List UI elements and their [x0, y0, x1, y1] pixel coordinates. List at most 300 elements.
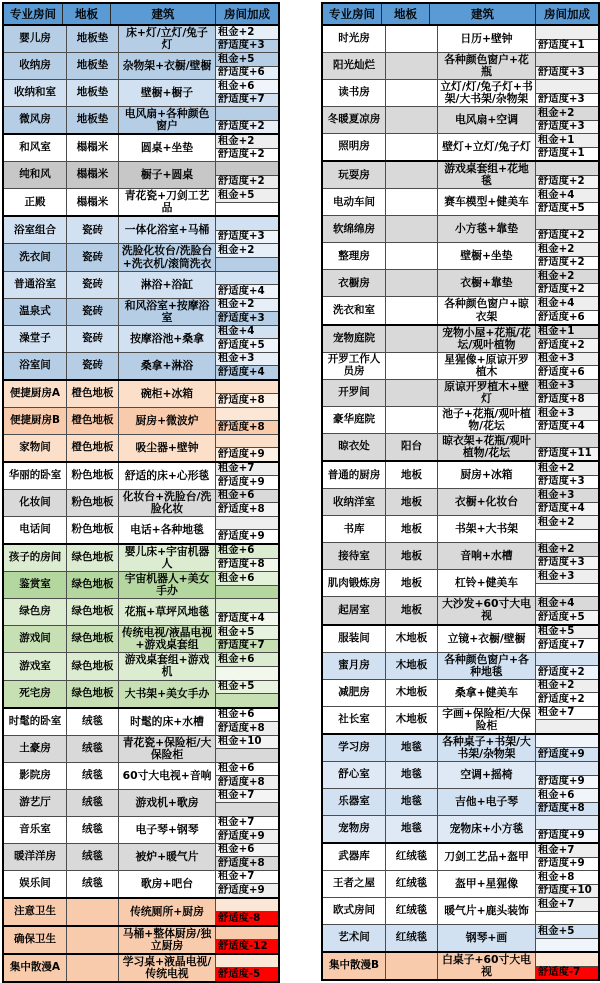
- floor-cell: 地板垫: [67, 53, 119, 79]
- table-row: [323, 380, 598, 407]
- room-bonus-cell: [536, 626, 598, 652]
- floor-cell: 橙色地板: [67, 408, 119, 434]
- table-row: [4, 299, 278, 326]
- building-cell: 音响+水槽: [438, 543, 536, 569]
- floor-cell: [386, 107, 438, 133]
- bonus-rent-cell: [216, 107, 278, 121]
- bonus-rent-cell: 租金+1: [536, 134, 598, 148]
- table-row: [4, 517, 278, 545]
- floor-cell: 地板: [386, 516, 438, 542]
- bonus-rent-cell: 租金+10: [216, 736, 278, 750]
- room-bonus-cell: [536, 189, 598, 215]
- building-cell: 刀剑工艺品+盔甲: [438, 844, 536, 870]
- floor-cell: 瓷砖: [67, 299, 119, 325]
- room-bonus-cell: [536, 597, 598, 623]
- floor-cell: 地毯: [386, 789, 438, 815]
- room-bonus-cell: [536, 326, 598, 352]
- room-name-cell: 衣橱房: [323, 270, 386, 296]
- room-name-cell: 肌肉锻炼房: [323, 570, 386, 596]
- bonus-comfort-cell: 舒适度+9: [536, 776, 598, 789]
- room-name-cell: 乐器室: [323, 789, 386, 815]
- room-name-cell: 家物间: [4, 435, 67, 461]
- building-cell: 衣橱+靠垫: [438, 270, 536, 296]
- floor-cell: 绿色地板: [67, 545, 119, 571]
- floor-cell: [386, 243, 438, 269]
- table-row: [4, 381, 278, 408]
- building-cell: 壁橱+坐垫: [438, 243, 536, 269]
- column-header: 房间加成: [544, 7, 590, 21]
- table-row: [323, 407, 598, 434]
- room-name-cell: 温泉式: [4, 299, 67, 325]
- bonus-comfort-cell: 舒适度+2: [216, 176, 278, 189]
- room-name-cell: 收纳和室: [4, 80, 67, 106]
- floor-cell: 绿色地板: [67, 626, 119, 652]
- floor-cell: 地板: [386, 570, 438, 596]
- bonus-rent-cell: 租金+3: [216, 353, 278, 367]
- bonus-comfort-cell: 舒适度+2: [536, 257, 598, 270]
- bonus-comfort-cell: [536, 584, 598, 597]
- room-name-cell: 收纳洋室: [323, 489, 386, 515]
- room-bonus-cell: [216, 927, 278, 953]
- header-row: [323, 4, 598, 26]
- building-cell: 桑拿+淋浴: [119, 353, 216, 379]
- floor-cell: [386, 407, 438, 433]
- table-row: [323, 543, 598, 570]
- bonus-comfort-cell: [216, 694, 278, 707]
- building-cell: 吸尘器+壁钟: [119, 435, 216, 461]
- bonus-rent-cell: [216, 517, 278, 531]
- room-bonus-cell: [216, 326, 278, 352]
- room-bonus-cell: [536, 162, 598, 188]
- bonus-comfort-cell: 舒适度+3: [216, 231, 278, 244]
- room-bonus-cell: [216, 599, 278, 625]
- bonus-comfort-cell: 舒适度+3: [536, 476, 598, 489]
- room-bonus-cell: [216, 709, 278, 735]
- table-row: [323, 653, 598, 680]
- room-name-cell: 浴室间: [4, 353, 67, 379]
- building-cell: 化妆台+洗脸台/洗脸化妆: [119, 490, 216, 516]
- bonus-comfort-cell: 舒适度+9: [536, 748, 598, 761]
- column-header: 地板: [63, 4, 111, 24]
- table-row: [323, 898, 598, 925]
- room-name-cell: 游艺厅: [4, 790, 67, 816]
- bonus-rent-cell: 租金+7: [216, 871, 278, 885]
- bonus-rent-cell: [216, 955, 278, 969]
- room-name-cell: 化妆间: [4, 490, 67, 516]
- bonus-comfort-cell: 舒适度+3: [536, 121, 598, 134]
- bonus-rent-cell: [536, 26, 598, 40]
- room-bonus-cell: [216, 53, 278, 79]
- building-cell: 立灯/灯/兔子灯+书架/大书架/杂物架: [438, 80, 536, 106]
- floor-cell: 地板: [386, 489, 438, 515]
- bonus-comfort-cell: 舒适度+6: [216, 67, 278, 80]
- room-name-cell: 死宅房: [4, 681, 67, 707]
- bonus-rent-cell: [216, 927, 278, 941]
- room-bonus-cell: [216, 817, 278, 843]
- building-cell: 盔甲+星猩像: [438, 871, 536, 897]
- floor-cell: 地板垫: [67, 26, 119, 52]
- table-row: [4, 681, 278, 709]
- bonus-rent-cell: 租金+3: [536, 380, 598, 394]
- bonus-comfort-cell: 舒适度+4: [216, 366, 278, 379]
- table-row: [323, 243, 598, 270]
- building-cell: 马桶+整体厨房/独立厨房: [119, 927, 216, 953]
- bonus-comfort-cell: 舒适度+6: [536, 311, 598, 324]
- bonus-comfort-cell: [536, 720, 598, 733]
- building-cell: 宇宙机器人+美女手办: [119, 572, 216, 598]
- bonus-comfort-cell: 舒适度+8: [536, 394, 598, 407]
- room-bonus-cell: [216, 463, 278, 489]
- building-cell: 学习桌+液晶电视/传统电视: [119, 955, 216, 981]
- floor-cell: [67, 899, 119, 925]
- room-name-cell: 接待室: [323, 543, 386, 569]
- bonus-rent-cell: 租金+7: [216, 463, 278, 477]
- building-cell: 橱子+圆桌: [119, 162, 216, 188]
- table-row: [323, 597, 598, 625]
- floor-cell: 瓷砖: [67, 217, 119, 243]
- room-name-cell: 音乐室: [4, 817, 67, 843]
- room-bonus-cell: [536, 434, 598, 460]
- room-name-cell: 婴儿房: [4, 26, 67, 52]
- table-row: [4, 899, 278, 927]
- bonus-rent-cell: 租金+4: [216, 326, 278, 340]
- floor-cell: 地毯: [386, 816, 438, 842]
- table-row: [4, 217, 278, 244]
- bonus-rent-cell: 租金+3: [536, 489, 598, 503]
- bonus-comfort-cell: 舒适度+3: [536, 67, 598, 80]
- floor-cell: 绿色地板: [67, 572, 119, 598]
- column-header: 地板: [382, 4, 430, 24]
- bonus-rent-cell: 租金+1: [536, 326, 598, 340]
- room-bonus-cell: [216, 899, 278, 925]
- room-bonus-cell: [536, 543, 598, 569]
- table-row: [323, 326, 598, 353]
- building-cell: 游戏机+歌房: [119, 790, 216, 816]
- room-name-cell: 绿色房: [4, 599, 67, 625]
- bonus-comfort-cell: 舒适度+10: [536, 885, 598, 898]
- room-bonus-cell: [536, 735, 598, 761]
- bonus-comfort-cell: 舒适度+9: [216, 530, 278, 543]
- table-row: [323, 489, 598, 516]
- building-cell: 60寸大电视+音响: [119, 763, 216, 789]
- bonus-comfort-cell: 舒适度+2: [216, 149, 278, 162]
- building-cell: 床+灯/立灯/兔子灯: [119, 26, 216, 52]
- floor-cell: 绿色地板: [67, 653, 119, 679]
- building-cell: 电风扇+各种颜色窗户: [119, 107, 216, 133]
- room-name-cell: 蜜月房: [323, 653, 386, 679]
- room-name-cell: 游戏室: [4, 653, 67, 679]
- bonus-comfort-cell: 舒适度+4: [216, 285, 278, 298]
- building-cell: 白桌子+60寸大电视: [438, 953, 536, 979]
- table-row: [323, 216, 598, 243]
- bonus-rent-cell: 租金+4: [536, 189, 598, 203]
- bonus-comfort-cell: 舒适度+11: [536, 448, 598, 461]
- room-name-cell: 洗衣和室: [323, 297, 386, 323]
- room-name-cell: 软绵绵房: [323, 216, 386, 242]
- bonus-comfort-cell: 舒适度+7: [216, 94, 278, 107]
- bonus-comfort-cell: 舒适度+1: [536, 40, 598, 53]
- bonus-rent-cell: [216, 435, 278, 449]
- floor-cell: 榻榻米: [67, 189, 119, 215]
- building-cell: 桑拿+健美车: [438, 680, 536, 706]
- building-cell: 杠铃+健美车: [438, 570, 536, 596]
- room-bonus-cell: [536, 516, 598, 542]
- bonus-comfort-cell: 舒适度+3: [216, 40, 278, 53]
- building-cell: 传统厕所+厨房: [119, 899, 216, 925]
- room-bonus-cell: [536, 844, 598, 870]
- bonus-comfort-cell: 舒适度+1: [536, 148, 598, 161]
- room-name-cell: 便捷厨房B: [4, 408, 67, 434]
- bonus-rent-cell: 租金+6: [216, 545, 278, 559]
- room-name-cell: 社长室: [323, 707, 386, 733]
- bonus-rent-cell: 租金+2: [536, 270, 598, 284]
- bonus-comfort-cell: [216, 803, 278, 816]
- floor-cell: 红绒毯: [386, 898, 438, 924]
- floor-cell: 榻榻米: [67, 162, 119, 188]
- building-cell: 大书架+美女手办: [119, 681, 216, 707]
- room-name-cell: 时光房: [323, 26, 386, 52]
- room-bonus-table-right: [321, 2, 600, 981]
- building-cell: 小方毯+靠垫: [438, 216, 536, 242]
- table-row: [323, 871, 598, 898]
- bonus-comfort-cell: 舒适度+9: [216, 884, 278, 897]
- column-header: 建筑: [430, 4, 536, 24]
- column-header: 专业房间: [4, 4, 63, 24]
- building-cell: 厨房+冰箱: [438, 462, 536, 488]
- building-cell: 空调+摇椅: [438, 762, 536, 788]
- table-row: [4, 490, 278, 517]
- building-cell: 青花瓷+刀剑工艺品: [119, 189, 216, 215]
- room-bonus-cell: [536, 953, 598, 979]
- room-bonus-cell: [536, 407, 598, 433]
- floor-cell: 绒毯: [67, 844, 119, 870]
- building-cell: 杂物架+衣橱/壁橱: [119, 53, 216, 79]
- bonus-rent-cell: 租金+8: [536, 871, 598, 885]
- floor-cell: [67, 955, 119, 981]
- table-row: [4, 53, 278, 80]
- table-row: [323, 26, 598, 53]
- room-name-cell: 玩耍房: [323, 162, 386, 188]
- bonus-rent-cell: [216, 381, 278, 395]
- room-bonus-cell: [216, 736, 278, 762]
- building-cell: 一体化浴室+马桶: [119, 217, 216, 243]
- table-row: [4, 927, 278, 955]
- room-bonus-cell: [216, 217, 278, 243]
- bonus-comfort-cell: [216, 586, 278, 599]
- building-cell: 池子+花瓶/观叶植物/花坛: [438, 407, 536, 433]
- building-cell: 吉他+电子琴: [438, 789, 536, 815]
- bonus-comfort-cell: 舒适度-5: [216, 968, 278, 981]
- bonus-rent-cell: 租金+4: [536, 297, 598, 311]
- room-bonus-cell: [536, 243, 598, 269]
- table-row: [323, 816, 598, 844]
- room-name-cell: 土豪房: [4, 736, 67, 762]
- room-name-cell: 艺术间: [323, 925, 386, 951]
- room-name-cell: 鉴赏室: [4, 572, 67, 598]
- bonus-comfort-cell: 舒适度-7: [536, 967, 598, 980]
- room-bonus-cell: [536, 570, 598, 596]
- bonus-comfort-cell: 舒适度+2: [536, 693, 598, 706]
- room-name-cell: 确保卫生: [4, 927, 67, 953]
- room-bonus-cell: [536, 489, 598, 515]
- bonus-rent-cell: 租金+6: [216, 844, 278, 858]
- room-name-cell: 开罗工作人员房: [323, 353, 386, 379]
- building-cell: 立镜+衣橱/壁橱: [438, 626, 536, 652]
- room-name-cell: 电动车间: [323, 189, 386, 215]
- building-cell: 舒适的床+心形毯: [119, 463, 216, 489]
- table-row: [4, 599, 278, 626]
- bonus-rent-cell: 租金+7: [216, 790, 278, 804]
- bonus-rent-cell: [536, 216, 598, 230]
- building-cell: 电风扇+空调: [438, 107, 536, 133]
- room-name-cell: 服装间: [323, 626, 386, 652]
- building-cell: 大沙发+60寸大电视: [438, 597, 536, 623]
- room-bonus-cell: [536, 816, 598, 842]
- building-cell: 宠物床+小方毯: [438, 816, 536, 842]
- bonus-rent-cell: [216, 217, 278, 231]
- bonus-rent-cell: [536, 162, 598, 176]
- room-bonus-cell: [536, 762, 598, 788]
- table-row: [323, 626, 598, 653]
- bonus-comfort-cell: 舒适度+3: [536, 94, 598, 107]
- floor-cell: [386, 297, 438, 323]
- room-bonus-cell: [216, 790, 278, 816]
- table-row: [4, 80, 278, 107]
- bonus-rent-cell: [216, 272, 278, 286]
- building-cell: 按摩浴池+桑拿: [119, 326, 216, 352]
- column-header: 房间加成: [224, 7, 270, 21]
- building-cell: 青花瓷+保险柜/大保险柜: [119, 736, 216, 762]
- room-name-cell: 纯和风: [4, 162, 67, 188]
- bonus-rent-cell: [536, 53, 598, 67]
- floor-cell: [386, 353, 438, 379]
- table-row: [323, 735, 598, 762]
- bonus-comfort-cell: 舒适度+2: [216, 121, 278, 134]
- room-bonus-cell: [536, 925, 598, 951]
- table-row: [323, 189, 598, 216]
- room-name-cell: 注意卫生: [4, 899, 67, 925]
- room-name-cell: 影院房: [4, 763, 67, 789]
- bonus-comfort-cell: 舒适度+3: [216, 312, 278, 325]
- room-name-cell: 集中散漫A: [4, 955, 67, 981]
- floor-cell: 地板垫: [67, 80, 119, 106]
- table-row: [4, 572, 278, 599]
- room-bonus-cell: [536, 353, 598, 379]
- building-cell: 游戏桌套组+花地毯: [438, 162, 536, 188]
- floor-cell: 地毯: [386, 735, 438, 761]
- building-cell: 碗柜+冰箱: [119, 381, 216, 407]
- bonus-rent-cell: [216, 408, 278, 422]
- table-row: [4, 763, 278, 790]
- table-row: [323, 516, 598, 543]
- building-cell: 时髦的床+水槽: [119, 709, 216, 735]
- bonus-comfort-cell: 舒适度-8: [216, 912, 278, 925]
- bonus-rent-cell: 租金+5: [536, 925, 598, 939]
- table-row: [4, 135, 278, 162]
- table-row: [4, 736, 278, 763]
- room-name-cell: 电话间: [4, 517, 67, 543]
- floor-cell: [386, 380, 438, 406]
- room-bonus-cell: [536, 871, 598, 897]
- bonus-comfort-cell: 舒适度+8: [216, 394, 278, 407]
- room-bonus-cell: [216, 517, 278, 543]
- floor-cell: 榻榻米: [67, 135, 119, 161]
- table-row: [323, 53, 598, 80]
- table-row: [4, 408, 278, 435]
- bonus-rent-cell: 租金+2: [536, 680, 598, 694]
- bonus-comfort-cell: 舒适度+8: [216, 421, 278, 434]
- room-name-cell: 孩子的房间: [4, 545, 67, 571]
- room-bonus-cell: [536, 270, 598, 296]
- room-name-cell: 正殿: [4, 189, 67, 215]
- bonus-rent-cell: 租金+6: [536, 789, 598, 803]
- floor-cell: 绒毯: [67, 736, 119, 762]
- floor-cell: [386, 270, 438, 296]
- table-row: [4, 871, 278, 899]
- room-bonus-cell: [216, 80, 278, 106]
- room-name-cell: 书库: [323, 516, 386, 542]
- room-name-cell: 收纳房: [4, 53, 67, 79]
- room-name-cell: 宠物庭院: [323, 326, 386, 352]
- bonus-comfort-cell: 舒适度+2: [536, 666, 598, 679]
- floor-cell: 瓷砖: [67, 272, 119, 298]
- building-cell: 圆桌+坐垫: [119, 135, 216, 161]
- bonus-rent-cell: 租金+2: [216, 244, 278, 258]
- room-name-cell: 浴室组合: [4, 217, 67, 243]
- room-bonus-cell: [216, 653, 278, 679]
- room-bonus-cell: [536, 680, 598, 706]
- table-row: [4, 545, 278, 572]
- room-bonus-cell: [216, 353, 278, 379]
- room-bonus-cell: [216, 189, 278, 215]
- bonus-rent-cell: [216, 899, 278, 913]
- bonus-rent-cell: 租金+3: [536, 353, 598, 367]
- bonus-comfort-cell: 舒适度+8: [216, 722, 278, 735]
- bonus-comfort-cell: [536, 530, 598, 543]
- room-name-cell: 读书房: [323, 80, 386, 106]
- table-row: [323, 844, 598, 871]
- room-name-cell: 华丽的卧室: [4, 463, 67, 489]
- building-cell: 和风浴室+按摩浴室: [119, 299, 216, 325]
- bonus-rent-cell: 租金+7: [536, 898, 598, 912]
- building-cell: 电话+各种地毯: [119, 517, 216, 543]
- floor-cell: [386, 162, 438, 188]
- building-cell: 字画+保险柜/大保险柜: [438, 707, 536, 733]
- table-row: [323, 707, 598, 735]
- bonus-comfort-cell: 舒适度+7: [536, 639, 598, 652]
- room-name-cell: 洗衣间: [4, 244, 67, 270]
- floor-cell: 地板: [386, 597, 438, 623]
- floor-cell: 粉色地板: [67, 517, 119, 543]
- table-row: [323, 270, 598, 297]
- bonus-comfort-cell: 舒适度+2: [536, 176, 598, 189]
- bonus-rent-cell: 租金+3: [536, 570, 598, 584]
- room-name-cell: 普通浴室: [4, 272, 67, 298]
- bonus-rent-cell: 租金+6: [216, 490, 278, 504]
- floor-cell: 地板垫: [67, 107, 119, 133]
- bonus-comfort-cell: 舒适度+9: [216, 830, 278, 843]
- bonus-rent-cell: 租金+5: [536, 626, 598, 640]
- floor-cell: [386, 134, 438, 160]
- floor-cell: [386, 216, 438, 242]
- floor-cell: [386, 953, 438, 979]
- bonus-rent-cell: [536, 735, 598, 749]
- room-name-cell: 起居室: [323, 597, 386, 623]
- bonus-rent-cell: [536, 434, 598, 448]
- room-bonus-cell: [216, 871, 278, 897]
- room-bonus-cell: [536, 789, 598, 815]
- building-cell: 暖气片+鹿头装饰: [438, 898, 536, 924]
